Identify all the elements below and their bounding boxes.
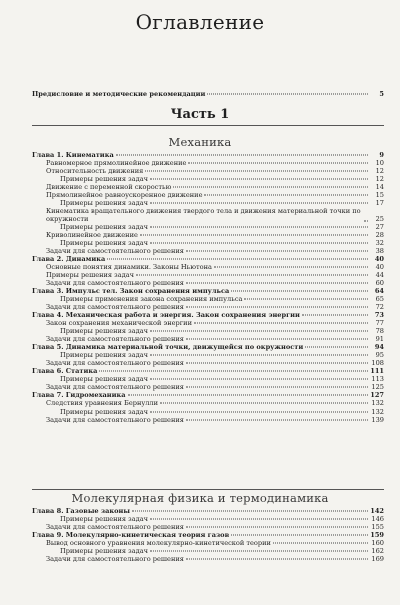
toc-entry[interactable] — [32, 555, 384, 563]
toc-entry-label: Вывод основного уравнения молекулярно-кинетической теории — [46, 539, 271, 548]
toc-entry-page: 159 — [370, 531, 384, 540]
toc-entry-label: Задачи для самостоятельного решения — [46, 555, 184, 564]
section-heading-molecular: Молекулярная физика и термодинамика — [71, 491, 329, 505]
toc-entry-page: 155 — [371, 523, 384, 532]
toc-entry-label: Глава 6. Статика — [32, 367, 98, 376]
section-heading-mechanics: Механика — [168, 135, 232, 149]
preface-entry[interactable] — [32, 90, 384, 98]
toc-entry-label: Задачи для самостоятельного решения — [46, 279, 184, 288]
toc-entry-label: Примеры применения закона сохранения импульса — [60, 295, 243, 304]
toc-chapter-entry[interactable] — [32, 367, 384, 375]
toc-entry-label: Глава 2. Динамика — [32, 255, 106, 264]
toc-entry-label: Задачи для самостоятельного решения — [46, 523, 184, 532]
toc-entry-page: 60 — [375, 279, 384, 288]
divider — [32, 125, 384, 126]
leader-dots — [188, 163, 368, 164]
toc-entry-label: Движение с переменной скоростью — [46, 183, 172, 192]
toc-entry[interactable] — [32, 247, 384, 255]
toc-entry-page: 91 — [375, 335, 384, 344]
toc-entry[interactable] — [32, 295, 384, 303]
toc-entry-page: 72 — [375, 303, 384, 312]
toc-entry-page: 25 — [375, 215, 384, 224]
toc-list-mechanics — [32, 151, 384, 424]
leader-dots — [305, 347, 368, 348]
toc-entry-label: Глава 5. Динамика материальной точки, движущейся по окружности — [32, 343, 304, 352]
toc-entry-page: 28 — [375, 231, 384, 240]
toc-entry-page: 142 — [370, 507, 384, 515]
toc-entry-page: 125 — [371, 383, 384, 392]
toc-entry-page: 44 — [375, 271, 384, 280]
toc-entry-label: Задачи для самостоятельного решения — [46, 303, 184, 312]
toc-entry-page: 111 — [370, 367, 384, 376]
divider — [32, 489, 384, 490]
toc-entry[interactable] — [32, 515, 384, 523]
toc-entry-page: 169 — [371, 555, 384, 564]
leader-dots — [128, 395, 368, 396]
leader-dots — [150, 203, 368, 204]
leader-dots — [273, 543, 368, 544]
leader-dots — [186, 339, 368, 340]
toc-entry[interactable] — [32, 191, 384, 199]
toc-list-molecular — [32, 507, 384, 563]
toc-entry[interactable] — [32, 351, 384, 359]
toc-chapter-entry[interactable] — [32, 287, 384, 295]
toc-entry-page: 77 — [375, 319, 384, 328]
toc-entry-page: 162 — [371, 547, 384, 556]
leader-dots — [160, 403, 368, 404]
toc-entry[interactable] — [32, 231, 384, 239]
toc-entry[interactable] — [32, 408, 384, 416]
leader-dots — [186, 419, 368, 420]
toc-entry-label: Глава 4. Механическая работа и энергия. Закон сохранения энергии — [32, 311, 300, 320]
leader-dots — [132, 511, 368, 512]
toc-chapter-entry[interactable] — [32, 531, 384, 539]
leader-dots — [150, 331, 368, 332]
leader-dots — [150, 227, 368, 228]
toc-entry-page: 40 — [374, 255, 384, 264]
toc-chapter-entry[interactable] — [32, 507, 384, 515]
leader-dots — [186, 363, 368, 364]
toc-entry-label: Глава 7. Гидромеханика — [32, 391, 126, 400]
toc-entry[interactable] — [32, 303, 384, 311]
leader-dots — [99, 371, 368, 372]
leader-dots — [302, 315, 368, 316]
page-title: Оглавление — [135, 10, 265, 34]
leader-dots — [150, 379, 368, 380]
toc-entry[interactable] — [32, 271, 384, 279]
toc-entry[interactable] — [32, 359, 384, 367]
toc-entry-label: Задачи для самостоятельного решения — [46, 247, 184, 256]
toc-entry-page: 132 — [371, 399, 384, 408]
toc-entry[interactable] — [32, 327, 384, 335]
preface-page: 5 — [379, 90, 384, 98]
toc-entry[interactable] — [32, 319, 384, 327]
toc-entry-label: Глава 8. Газовые законы — [32, 507, 130, 515]
toc-entry-page: 64 — [374, 287, 384, 296]
toc-entry-page: 12 — [375, 175, 384, 184]
toc-entry[interactable] — [32, 383, 384, 391]
toc-entry-label: Задачи для самостоятельного решения — [46, 383, 184, 392]
leader-dots — [231, 535, 368, 536]
toc-entry-label: Примеры решения задач — [60, 239, 149, 248]
leader-dots — [173, 187, 368, 188]
toc-entry[interactable] — [32, 223, 384, 231]
toc-entry[interactable] — [32, 523, 384, 531]
toc-entry-page: 12 — [375, 167, 384, 176]
preface-label: Предисловие и методические рекомендации — [32, 90, 206, 98]
toc-entry[interactable] — [32, 159, 384, 167]
toc-entry-page: 127 — [370, 391, 384, 400]
toc-entry[interactable] — [32, 335, 384, 343]
toc-entry-label: Примеры решения задач — [60, 375, 149, 384]
toc-entry[interactable] — [32, 167, 384, 175]
toc-entry[interactable] — [32, 539, 384, 547]
toc-chapter-entry[interactable] — [32, 343, 384, 351]
leader-dots — [107, 259, 368, 260]
toc-entry-page: 94 — [374, 343, 384, 352]
toc-entry-label: Глава 3. Импульс тел. Закон сохранения импульса — [32, 287, 230, 296]
toc-chapter-entry[interactable] — [32, 151, 384, 159]
toc-entry-page: 108 — [371, 359, 384, 368]
toc-entry-label: Примеры решения задач — [60, 223, 149, 232]
toc-chapter-entry[interactable] — [32, 391, 384, 399]
toc-entry-label: Примеры решения задач — [60, 351, 149, 360]
toc-entry-page: 95 — [375, 351, 384, 360]
toc-entry[interactable] — [32, 399, 384, 407]
toc-entry[interactable] — [32, 239, 384, 247]
toc-entry-label: Примеры решения задач — [46, 271, 135, 280]
toc-entry-label: Закон сохранения механической энергии — [46, 319, 192, 328]
toc-entry-page: 17 — [375, 199, 384, 208]
toc-entry-page: 73 — [374, 311, 384, 320]
toc-entry-page: 38 — [375, 247, 384, 256]
toc-entry-page: 9 — [379, 151, 384, 159]
toc-entry-label: Прямолинейное равноускоренное движение — [46, 191, 203, 200]
leader-dots — [150, 355, 368, 356]
toc-entry-label: Равномерное прямолинейное движение — [46, 159, 187, 168]
toc-entry-label: Примеры решения задач — [60, 199, 149, 208]
toc-entry-label: Задачи для самостоятельного решения — [46, 335, 184, 344]
toc-entry[interactable] — [32, 207, 384, 223]
toc-entry[interactable] — [32, 263, 384, 271]
leader-dots — [150, 551, 368, 552]
toc-entry-label: Криволинейное движение — [46, 231, 138, 240]
leader-dots — [186, 283, 368, 284]
leader-dots — [145, 171, 368, 172]
toc-entry[interactable] — [32, 279, 384, 287]
toc-entry-page: 113 — [371, 375, 384, 384]
toc-entry-page: 146 — [371, 515, 384, 524]
toc-entry-label: Примеры решения задач — [60, 547, 149, 556]
toc-entry-label: Глава 1. Кинематика — [32, 151, 114, 159]
toc-entry[interactable] — [32, 183, 384, 191]
toc-entry-page: 160 — [371, 539, 384, 548]
leader-dots — [244, 299, 368, 300]
toc-entry-page: 78 — [375, 327, 384, 336]
toc-entry-label: Основные понятия динамики. Законы Ньютона — [46, 263, 212, 272]
toc-entry-label: Примеры решения задач — [60, 515, 149, 524]
leader-dots — [150, 411, 368, 412]
toc-entry[interactable] — [32, 375, 384, 383]
toc-entry-page: 27 — [375, 223, 384, 232]
leader-dots — [207, 94, 368, 95]
leader-dots — [364, 221, 368, 222]
toc-entry-label: Кинематика вращательного движения твердого тела и движения материальной точки по окружности — [46, 207, 361, 224]
toc-entry[interactable] — [32, 547, 384, 555]
toc-entry-label: Относительность движения — [46, 167, 144, 176]
toc-chapter-entry[interactable] — [32, 255, 384, 263]
toc-entry-page: 132 — [371, 407, 384, 416]
leader-dots — [204, 195, 368, 196]
leader-dots — [150, 243, 368, 244]
toc-entry-label: Задачи для самостоятельного решения — [46, 359, 184, 368]
leader-dots — [214, 267, 368, 268]
toc-entry-page: 139 — [371, 415, 384, 424]
leader-dots — [136, 275, 368, 276]
toc-entry-label: Задачи для самостоятельного решения — [46, 415, 184, 424]
toc-entry-label: Примеры решения задач — [60, 407, 149, 416]
toc-entry[interactable] — [32, 175, 384, 183]
toc-entry-label: Следствия уравнения Бернулли — [46, 399, 159, 408]
leader-dots — [186, 307, 368, 308]
toc-entry[interactable] — [32, 199, 384, 207]
toc-entry[interactable] — [32, 416, 384, 424]
leader-dots — [186, 527, 368, 528]
part-title: Часть 1 — [170, 107, 230, 122]
leader-dots — [140, 235, 368, 236]
toc-entry-label: Примеры решения задач — [60, 175, 149, 184]
leader-dots — [150, 519, 368, 520]
toc-entry-page: 15 — [375, 191, 384, 200]
leader-dots — [186, 251, 368, 252]
leader-dots — [186, 559, 368, 560]
toc-entry-page: 40 — [375, 263, 384, 272]
toc-entry-page: 32 — [375, 239, 384, 248]
toc-chapter-entry[interactable] — [32, 311, 384, 319]
leader-dots — [150, 179, 368, 180]
leader-dots — [231, 291, 368, 292]
leader-dots — [194, 323, 368, 324]
toc-entry-page: 14 — [375, 183, 384, 192]
toc-entry-page: 10 — [375, 159, 384, 168]
toc-entry-label: Глава 9. Молекулярно-кинетическая теория газов — [32, 531, 230, 540]
toc-entry-label: Примеры решения задач — [60, 327, 149, 336]
toc-entry-page: 65 — [375, 295, 384, 304]
leader-dots — [186, 387, 368, 388]
leader-dots — [116, 155, 368, 156]
